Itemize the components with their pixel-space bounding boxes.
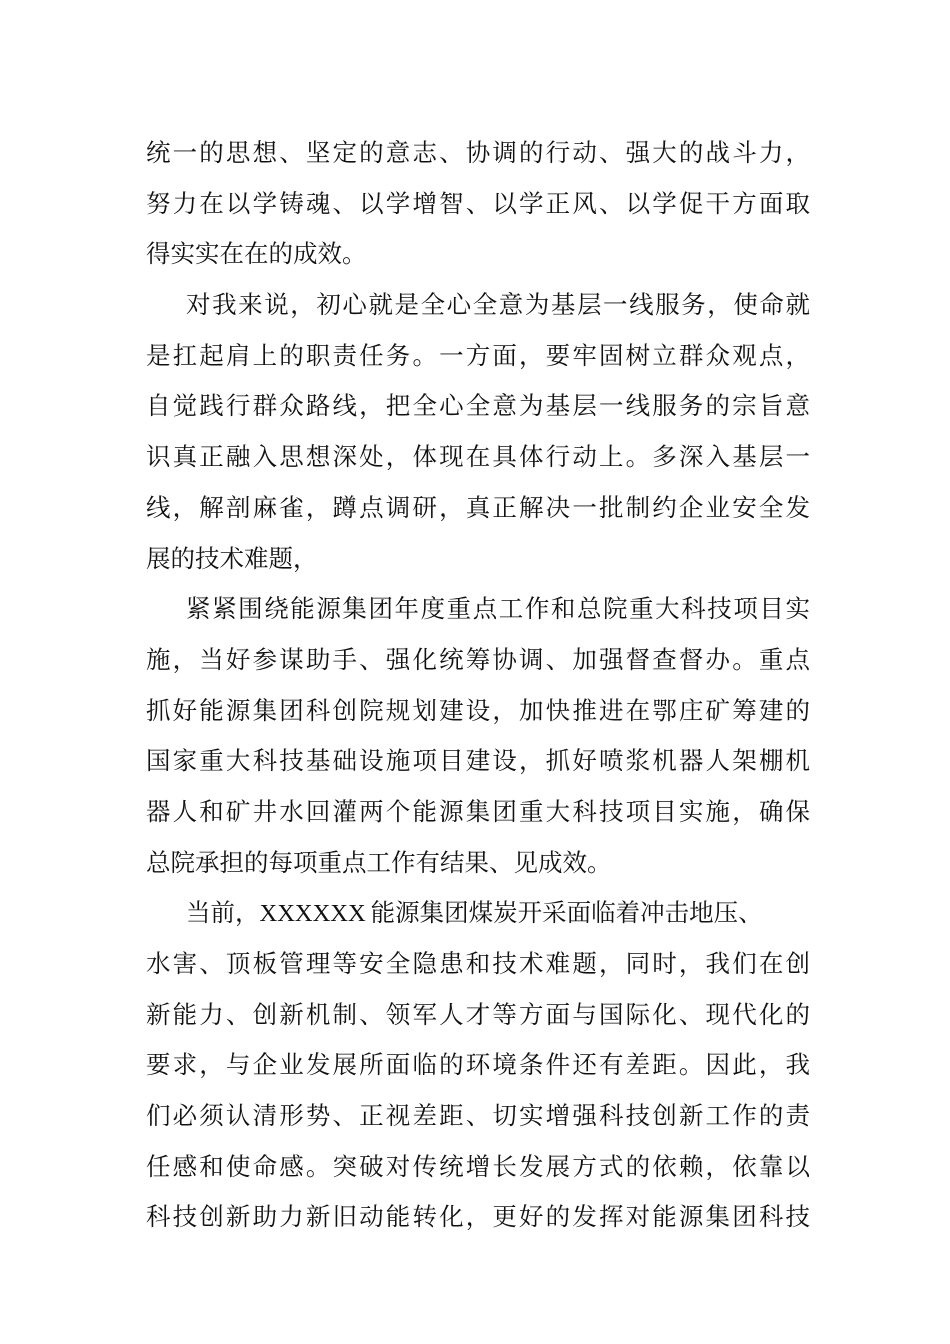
- text-line: 科技创新助力新旧动能转化，更好的发挥对能源集团科技: [146, 1202, 810, 1232]
- text-line: 新能力、创新机制、领军人才等方面与国际化、现代化的: [146, 999, 810, 1029]
- text-line: 展的技术难题，: [146, 543, 318, 573]
- text-line: 水害、顶板管理等安全隐患和技术难题，同时，我们在创: [146, 949, 810, 978]
- text-run: 能源集团煤炭开采面临着冲击地压、: [370, 898, 763, 928]
- text-line: 是扛起肩上的职责任务。一方面，要牢固树立群众观点，: [146, 340, 810, 370]
- text-run-latin: XXXXXX: [259, 900, 366, 928]
- text-line: 线，解剖麻雀，蹲点调研，真正解决一批制约企业安全发: [146, 492, 810, 522]
- text-line: 要求，与企业发展所面临的环境条件还有差距。因此，我: [146, 1050, 810, 1080]
- text-line: 总院承担的每项重点工作有结果、见成效。: [146, 847, 612, 877]
- text-line: 努力在以学铸魂、以学增智、以学正风、以学促干方面取: [146, 188, 810, 218]
- text-line: 任感和使命感。突破对传统增长发展方式的依赖，依靠以: [146, 1151, 810, 1181]
- text-line: 识真正融入思想深处，体现在具体行动上。多深入基层一: [146, 442, 810, 472]
- text-line: 国家重大科技基础设施项目建设，抓好喷浆机器人架棚机: [146, 746, 810, 776]
- text-line: 对我来说，初心就是全心全意为基层一线服务，使命就: [186, 290, 810, 320]
- text-line: 们必须认清形势、正视差距、切实增强科技创新工作的责: [146, 1101, 810, 1131]
- text-line: 抓好能源集团科创院规划建设，加快推进在鄂庄矿筹建的: [146, 695, 810, 725]
- text-line: 得实实在在的成效。: [146, 239, 367, 269]
- text-line: 紧紧围绕能源集团年度重点工作和总院重大科技项目实: [186, 594, 810, 624]
- text-line: 器人和矿井水回灌两个能源集团重大科技项目实施，确保: [146, 796, 810, 826]
- document-body: [146, 128, 810, 1243]
- text-line: [146, 888, 810, 939]
- text-run: 当前，: [186, 898, 260, 928]
- text-line: 施，当好参谋助手、强化统筹协调、加强督查督办。重点: [146, 644, 810, 674]
- text-line: 自觉践行群众路线，把全心全意为基层一线服务的宗旨意: [146, 391, 810, 421]
- text-line: 统一的思想、坚定的意志、协调的行动、强大的战斗力，: [146, 138, 810, 167]
